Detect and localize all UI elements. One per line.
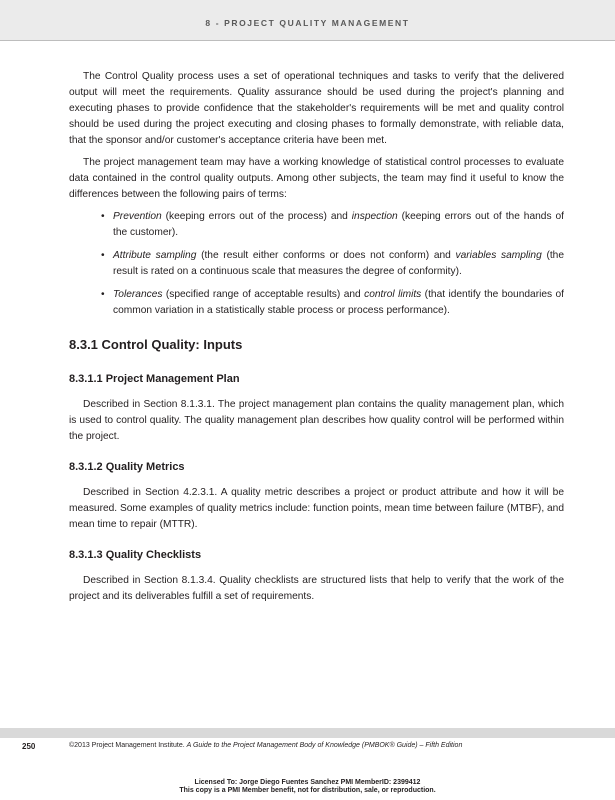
section-heading: 8.3.1 Control Quality: Inputs: [69, 337, 243, 352]
bullet-icon: •: [101, 211, 105, 222]
term-description: (that identify the boundaries of common variation in a statistically stable process or process performance).: [113, 289, 565, 316]
bullet-icon: •: [101, 250, 105, 261]
term: Tolerances: [113, 289, 163, 300]
subsection-paragraph-quality-checklists: Described in Section 8.1.3.4. Quality checklists are structured lists that help to verify that the work of the project and its deliverables fulfill a set of requirements.: [69, 575, 564, 602]
term-description: (keeping errors out of the process) and: [161, 211, 352, 222]
term: inspection: [351, 211, 398, 222]
term-description: (keeping errors out of the hands of the customer).: [113, 211, 564, 238]
term-description: (the result is rated on a continuous scale that measures the degree of conformity).: [113, 250, 564, 277]
copyright-line: [69, 742, 462, 749]
term-description: (specified range of acceptable results) and: [162, 289, 365, 300]
intro-paragraph-2: The project management team may have a working knowledge of statistical control processes to evaluate data contained in the control quality outputs. Among other subjects, the team may find it useful to know the differences between the following pairs of terms:: [69, 157, 564, 200]
list-item: [69, 209, 564, 241]
intro-paragraph-1: The Control Quality process uses a set of operational techniques and tasks to verify that the delivered output will meet the requirements. Quality assurance should be used during the project's planning and executing phases to provide confidence that the stakeholder's requirements will be met and quality control should be used during the project executing and closing phases to formally demonstrate, with reliable data, that the sponsor and/or customer's acceptance criteria have been met.: [69, 71, 564, 146]
license-line-1: Licensed To: Jorge Diego Fuentes Sanchez PMI MemberID: 2399412: [194, 779, 421, 786]
footer-band: [0, 728, 615, 738]
subsection-heading-project-management-plan: 8.3.1.1 Project Management Plan: [69, 373, 240, 385]
copyright-prefix: ©2013 Project Management Institute.: [69, 742, 187, 749]
license-notice: [0, 779, 615, 795]
running-head: 8 - PROJECT QUALITY MANAGEMENT: [205, 18, 410, 28]
term: Prevention: [113, 211, 162, 222]
subsection-paragraph-project-management-plan: Described in Section 8.1.3.1. The project management plan contains the quality management plan, which is used to control quality. The quality management plan describes how quality control will be performed within the project.: [69, 399, 564, 442]
page-content: [69, 69, 564, 611]
term: variables sampling: [455, 250, 542, 261]
list-item: [69, 287, 564, 319]
license-line-2: This copy is a PMI Member benefit, not for distribution, sale, or reproduction.: [179, 787, 436, 794]
subsection-heading-quality-metrics: 8.3.1.2 Quality Metrics: [69, 461, 185, 473]
term: control limits: [364, 289, 422, 300]
page-number: 250: [22, 742, 36, 751]
bullet-icon: •: [101, 289, 105, 300]
term: Attribute sampling: [113, 250, 197, 261]
subsection-heading-quality-checklists: 8.3.1.3 Quality Checklists: [69, 549, 202, 561]
book-title: A Guide to the Project Management Body of Knowledge (PMBOK® Guide) – Fifth Edition: [186, 742, 463, 749]
subsection-paragraph-quality-metrics: Described in Section 4.2.3.1. A quality metric describes a project or product attribute and how it will be measured. Some examples of quality metrics include: function points, mean time between failure (MTBF), and mean time to repair (MTTR).: [69, 487, 564, 530]
list-item: [69, 248, 564, 280]
term-pairs-list: [69, 209, 564, 319]
term-description: (the result either conforms or does not conform) and: [196, 250, 456, 261]
